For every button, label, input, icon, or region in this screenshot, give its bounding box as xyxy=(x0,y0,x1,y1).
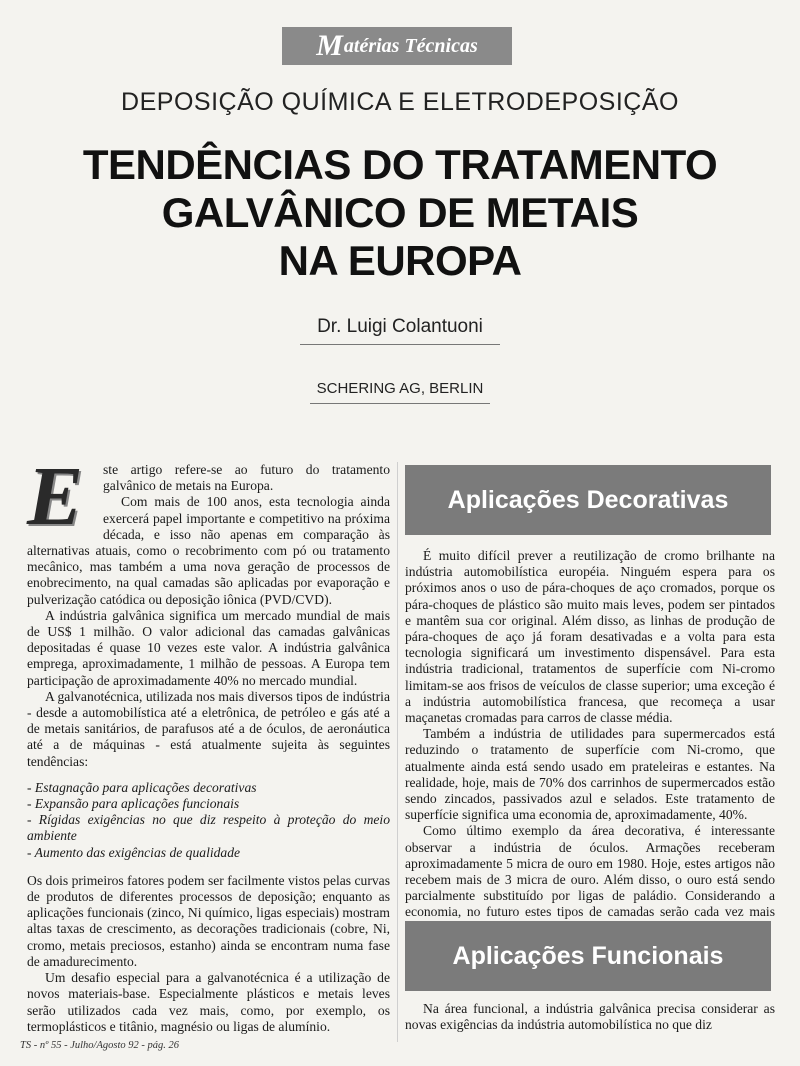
right-column xyxy=(405,548,775,937)
paragraph: Como último exemplo da área decorativa, é interessante observar a indústria de óculos. Armações receberam aproximadamente 5 micra de ouro em 1980. Hoje, estes artigos não recebem mais de 3 micra de ouro. Além disso, o ouro está sendo parcialmente substituído por ligas de paládio. Considerando a economia, no futuro estes tipos de camadas serão cada vez mais xyxy=(405,823,775,920)
section-tag-initial: M xyxy=(316,29,343,62)
author-rule xyxy=(300,344,500,345)
section-banner-decorativas: Aplicações Decorativas xyxy=(405,465,771,535)
list-item: - Aumento das exigências de qualidade xyxy=(27,844,241,860)
article-headline xyxy=(0,141,800,285)
headline-line-2: GALVÂNICO DE METAIS xyxy=(161,189,639,236)
trend-list xyxy=(27,780,390,861)
paragraph: Os dois primeiros fatores podem ser facilmente vistos pelas curvas de produtos de diferentes processos de deposição; enquanto as aplicações funcionais (zinco, Ni químico, ligas especiais) mostram altas taxas de crescimento, as decorações tradicionais (cobre, Ni, cromo, metais preciosos, estanho) ainda se encontram numa fase de amadurecimento. xyxy=(27,872,390,969)
affiliation: SCHERING AG, BERLIN xyxy=(316,380,484,397)
page-footer: TS - nº 55 - Julho/Agosto 92 - pág. 26 xyxy=(20,1040,179,1051)
paragraph: ste artigo refere-se ao futuro do tratamento galvânico de metais na Europa. xyxy=(103,462,390,494)
list-item: - Rígidas exigências no que diz respeito à proteção do meio ambiente xyxy=(27,812,390,844)
paragraph: Na área funcional, a indústria galvânica precisa considerar as novas exigências da indústria automobilística no que diz xyxy=(405,1001,775,1033)
list-item: - Expansão para aplicações funcionais xyxy=(27,796,240,812)
right-column-continued xyxy=(405,1001,775,1033)
article-overline: DEPOSIÇÃO QUÍMICA E ELETRODEPOSIÇÃO xyxy=(121,88,679,116)
headline-line-1: TENDÊNCIAS DO TRATAMENTO xyxy=(82,141,718,188)
list-item: - Estagnação para aplicações decorativas xyxy=(27,779,257,795)
paragraph: Um desafio especial para a galvanotécnica é a utilização de novos materiais-base. Especialmente plásticos e metais leves serão utilizados cada vez mais, como, por exemplo, os termoplásticos e titânio, magnésio ou ligas de alumínio. xyxy=(27,970,390,1034)
affiliation-rule xyxy=(310,403,490,404)
column-divider xyxy=(397,462,398,1042)
drop-cap: E xyxy=(27,450,84,543)
headline-line-3: NA EUROPA xyxy=(278,237,522,284)
author-name: Dr. Luigi Colantuoni xyxy=(317,316,483,337)
paragraph: Com mais de 100 anos, esta tecnologia ainda exercerá papel importante e competitivo na próxima década, e isso não apenas em comparação às alternativas atuais, como o recobrimento com pó ou tratamento mecânico, mas também a uma nova geração de processos de enobrecimento, na qual camadas são aplicadas por evaporação e pulverização catódica ou deposição iônica (PVD/CVD). xyxy=(27,494,390,607)
section-tag-text: atérias Técnicas xyxy=(343,34,478,57)
paragraph: A indústria galvânica significa um mercado mundial de mais de US$ 1 milhão. O valor adicional das camadas galvânicas depositadas é quase 10 vezes este valor. A indústria galvânica emprega, aproximadamente, 1 milhão de pessoas. A Europa tem participação de aproximadamente 40% no mercado mundial. xyxy=(27,607,390,688)
section-tag xyxy=(282,27,512,65)
left-column xyxy=(27,450,390,1035)
paragraph: Também a indústria de utilidades para supermercados está reduzindo o tratamento de superfície com Ni-cromo, que atualmente ainda está sendo usado em prateleiras e estantes. Na realidade, hoje, mais de 70% dos carrinhos de supermercados estão sendo zincados, passivados azul e selados. Este tratamento de superfície significa uma economia de, aproximadamente, 40%. xyxy=(405,726,775,823)
section-banner-funcionais: Aplicações Funcionais xyxy=(405,921,771,991)
paragraph: A galvanotécnica, utilizada nos mais diversos tipos de indústria - desde a automobilística até a eletrônica, de petróleo e gás até a de metais sanitários, de parafusos até a de óculos, de aeronáutica até a de máquinas - está atualmente sujeita às seguintes tendências: xyxy=(27,688,390,769)
paragraph: É muito difícil prever a reutilização de cromo brilhante na indústria automobilística européia. Ninguém espera para os próximos anos o uso de pára-choques de aço cromados, porque os pára-choques de plástico são muito mais leves, podem ser pintados e mantêm sua cor original. Além disso, as linhas de produção de pára-choques de aço já foram desativadas e a volta para esta tecnologia significará um investimento dispensável. Para esta indústria tradicional, tratamentos de superfície com Ni-cromo limitam-se aos frisos de veículos de classe superior; uma exceção é a indústria automobilística francesa, que recomeça a usar maçanetas cromadas para carros de classe média. xyxy=(405,548,775,726)
